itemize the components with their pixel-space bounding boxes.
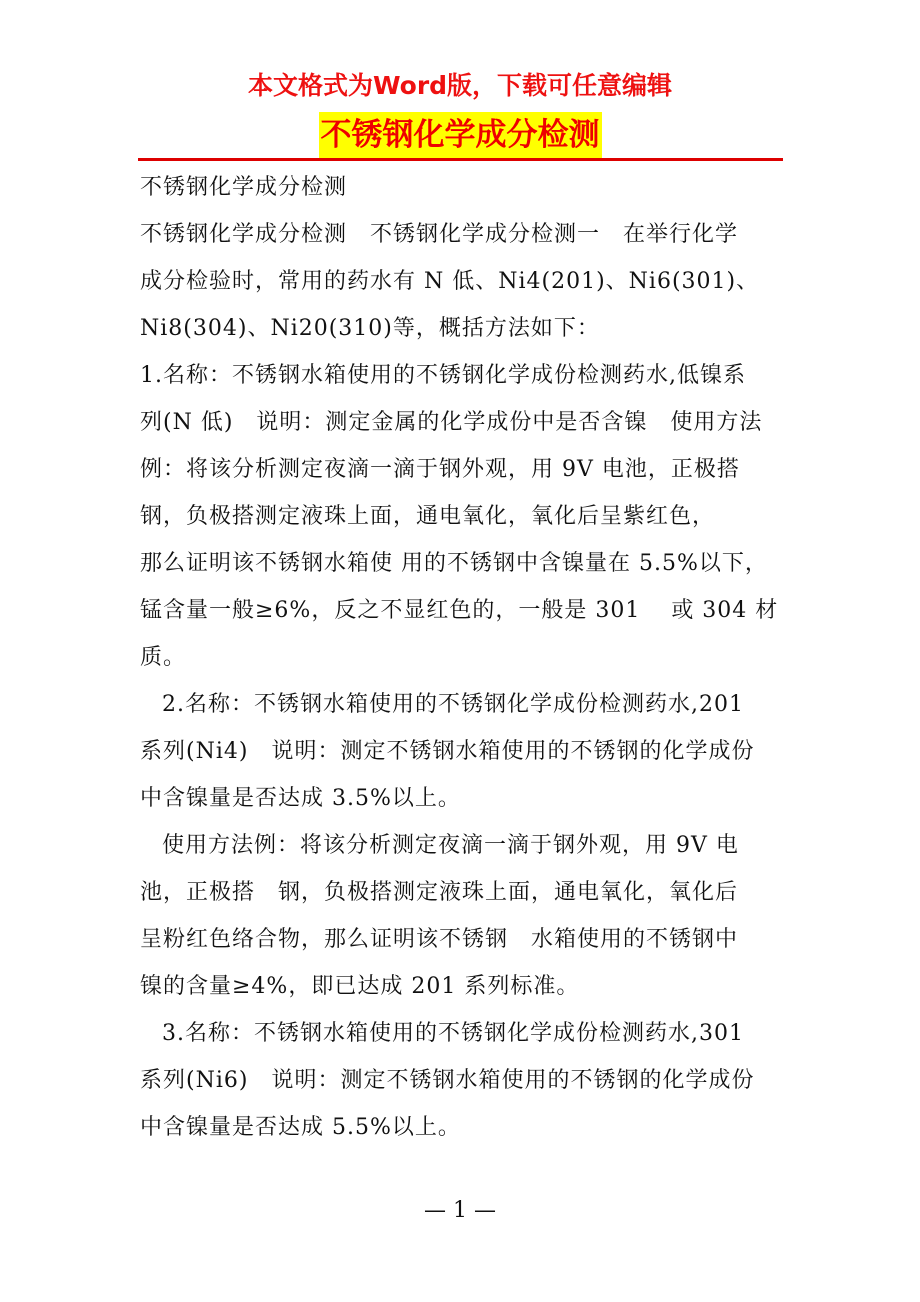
body-line: 列(N 低) 说明：测定金属的化学成份中是否含镍 使用方法 bbox=[140, 410, 763, 435]
body-line: 3.名称：不锈钢水箱使用的不锈钢化学成份检测药水,301 bbox=[162, 1021, 744, 1046]
title-container bbox=[0, 112, 920, 158]
page-number: — 1 — bbox=[424, 1198, 496, 1223]
body-line: 2.名称：不锈钢水箱使用的不锈钢化学成份检测药水,201 bbox=[162, 692, 744, 717]
body-line: 呈粉红色络合物，那么证明该不锈钢 水箱使用的不锈钢中 bbox=[140, 927, 739, 952]
body-line: 池，正极搭 钢，负极搭测定液珠上面，通电氧化，氧化后 bbox=[140, 880, 739, 905]
body-line: 质。 bbox=[140, 645, 187, 670]
body-line: 系列(Ni6) 说明：测定不锈钢水箱使用的不锈钢的化学成份 bbox=[140, 1068, 755, 1093]
body-line: 锰含量一般≥6%，反之不显红色的，一般是 301 或 304 材 bbox=[140, 598, 779, 623]
body-line: 中含镍量是否达成 5.5%以上。 bbox=[140, 1115, 461, 1140]
document-title: 不锈钢化学成分检测 bbox=[319, 112, 602, 158]
body-line: 例：将该分析测定夜滴一滴于钢外观，用 9V 电池，正极搭 bbox=[140, 457, 740, 482]
document-body bbox=[140, 164, 785, 1151]
body-line: 那么证明该不锈钢水箱使 用的不锈钢中含镍量在 5.5%以下， bbox=[140, 551, 768, 576]
body-line: 不锈钢化学成分检测 不锈钢化学成分检测一 在举行化学 bbox=[140, 222, 739, 247]
body-line: 成分检验时，常用的药水有 N 低、Ni4(201)、Ni6(301)、 bbox=[140, 269, 760, 294]
body-line: Ni8(304)、Ni20(310)等，概括方法如下： bbox=[140, 316, 600, 341]
body-line: 1.名称：不锈钢水箱使用的不锈钢化学成份检测药水,低镍系 bbox=[140, 363, 746, 388]
body-line: 不锈钢化学成分检测 bbox=[140, 175, 348, 200]
body-line: 中含镍量是否达成 3.5%以上。 bbox=[140, 786, 461, 811]
title-divider bbox=[138, 158, 783, 161]
body-line: 镍的含量≥4%，即已达成 201 系列标准。 bbox=[140, 974, 580, 999]
body-line: 使用方法例：将该分析测定夜滴一滴于钢外观，用 9V 电 bbox=[162, 833, 739, 858]
body-line: 钢，负极搭测定液珠上面，通电氧化，氧化后呈紫红色， bbox=[140, 504, 716, 529]
format-banner: 本文格式为Word版，下载可任意编辑 bbox=[247, 71, 673, 100]
body-line: 系列(Ni4) 说明：测定不锈钢水箱使用的不锈钢的化学成份 bbox=[140, 739, 755, 764]
